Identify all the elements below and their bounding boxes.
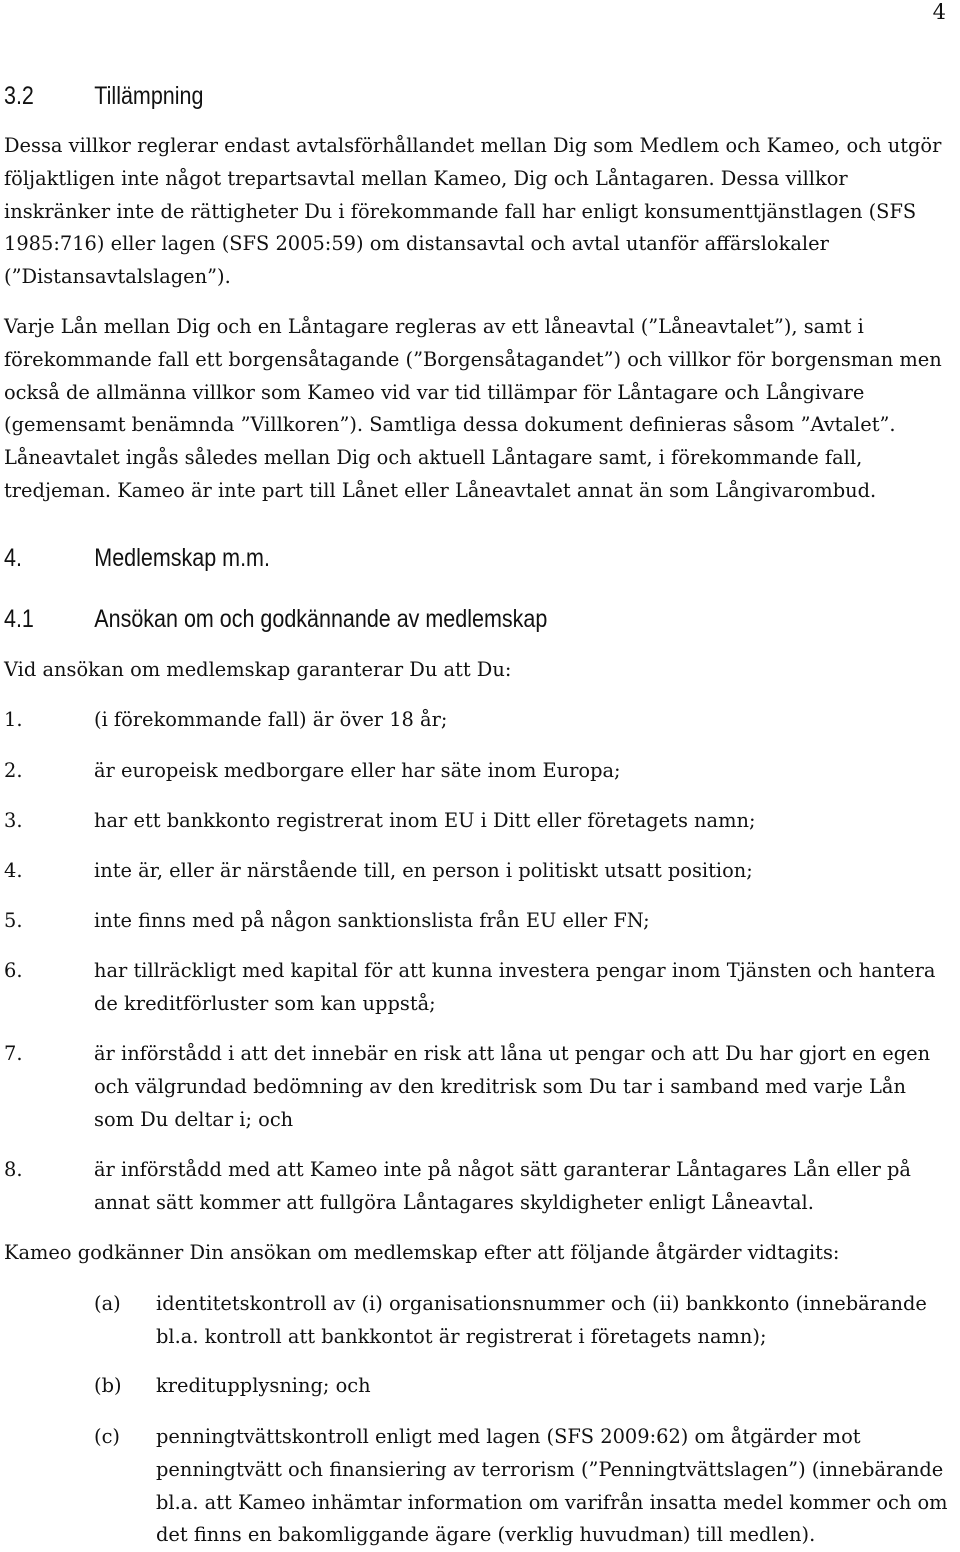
list-item-number: 4. bbox=[4, 859, 23, 882]
list-item bbox=[4, 805, 949, 838]
list-item bbox=[4, 855, 949, 888]
section-title: Medlemskap m.m. bbox=[94, 544, 270, 572]
check-item bbox=[4, 1288, 954, 1354]
list-item bbox=[4, 955, 949, 1021]
check-item-text: penningtvättskontroll enligt med lagen (SFS 2009:62) om åtgärder mot penningtvätt och finansiering av terrorism (”Penningtvättslagen”) (innebärande bl.a. att Kameo inhämtar information om varifrån insatta medel kommer och om det finns en bakomliggande ägare (verklig huvudman) till medlen). bbox=[156, 1425, 948, 1547]
check-item-text: kreditupplysning; och bbox=[156, 1374, 371, 1397]
list-item-text: har ett bankkonto registrerat inom EU i Ditt eller företagets namn; bbox=[94, 809, 756, 832]
check-item-label: (b) bbox=[94, 1374, 122, 1397]
list-item-text: inte är, eller är närstående till, en person i politiskt utsatt position; bbox=[94, 859, 753, 882]
paragraph-loan-agreement: Varje Lån mellan Dig och en Låntagare regleras av ett låneavtal (”Låneavtalet”), samt i förekommande fall ett borgensåtagande (”Borgensåtagandet”) och villkor för borgensman men också de allmänna villkor som Kameo vid var tid tillämpar för Låntagare och Långivare (gemensamt benämnda ”Villkoren”). Samtliga dessa dokument definieras såsom ”Avtalet”. Låneavtalet ingås således mellan Dig och aktuell Låntagare samt, i förekommande fall, tredjeman. Kameo är inte part till Lånet eller Låneavtalet annat än som Långivarombud. bbox=[4, 315, 942, 502]
check-item bbox=[4, 1421, 954, 1552]
list-item-number: 8. bbox=[4, 1158, 23, 1181]
paragraph-approval-intro: Kameo godkänner Din ansökan om medlemskap efter att följande åtgärder vidtagits: bbox=[4, 1241, 840, 1264]
list-item-number: 5. bbox=[4, 909, 23, 932]
page-number: 4 bbox=[932, 0, 946, 24]
paragraph-application: Dessa villkor reglerar endast avtalsförhållandet mellan Dig som Medlem och Kameo, och utgör följaktligen inte något trepartsavtal mellan Kameo, Dig och Låntagaren. Dessa villkor inskränker inte de rättigheter Du i förekommande fall har enligt konsumenttjänstlagen (SFS 1985:716) eller lagen (SFS 2005:59) om distansavtal och avtal utanför affärslokaler (”Distansavtalslagen”). bbox=[4, 134, 942, 289]
list-item-text: är införstådd i att det innebär en risk att låna ut pengar och att Du har gjort en egen och välgrundad bedömning av den kreditrisk som Du tar i samband med varje Lån som Du deltar i; och bbox=[94, 1042, 931, 1131]
section-4-1-heading bbox=[4, 605, 547, 634]
list-item bbox=[4, 1154, 949, 1220]
list-item bbox=[4, 1038, 949, 1136]
list-item bbox=[4, 704, 949, 737]
list-item-number: 6. bbox=[4, 959, 23, 982]
list-item-text: är införstådd med att Kameo inte på något sätt garanterar Låntagares Lån eller på annat sätt kommer att fullgöra Låntagares skyldigheter enligt Låneavtal. bbox=[94, 1158, 911, 1214]
section-4-heading bbox=[4, 544, 270, 573]
section-number: 4. bbox=[4, 544, 22, 572]
list-item-text: (i förekommande fall) är över 18 år; bbox=[94, 708, 448, 731]
list-item-text: inte finns med på någon sanktionslista från EU eller FN; bbox=[94, 909, 650, 932]
list-item-text: har tillräckligt med kapital för att kunna investera pengar inom Tjänsten och hantera de kreditförluster som kan uppstå; bbox=[94, 959, 936, 1015]
check-item bbox=[4, 1370, 954, 1403]
list-item-text: är europeisk medborgare eller har säte inom Europa; bbox=[94, 759, 621, 782]
check-item-text: identitetskontroll av (i) organisationsnummer och (ii) bankkonto (innebärande bl.a. kontroll att bankkontot är registrerat i företagets namn); bbox=[156, 1292, 927, 1348]
section-number: 3.2 bbox=[4, 82, 34, 110]
check-item-label: (a) bbox=[94, 1292, 121, 1315]
section-number: 4.1 bbox=[4, 605, 34, 633]
list-item-number: 7. bbox=[4, 1042, 23, 1065]
list-item-number: 3. bbox=[4, 809, 23, 832]
section-title: Tillämpning bbox=[94, 82, 204, 110]
paragraph-membership-intro: Vid ansökan om medlemskap garanterar Du att Du: bbox=[4, 658, 512, 681]
section-title: Ansökan om och godkännande av medlemskap bbox=[94, 605, 548, 633]
check-item-label: (c) bbox=[94, 1425, 120, 1448]
list-item bbox=[4, 755, 949, 788]
list-item bbox=[4, 905, 949, 938]
list-item-number: 2. bbox=[4, 759, 23, 782]
list-item-number: 1. bbox=[4, 708, 23, 731]
section-3-2-heading bbox=[4, 82, 203, 111]
